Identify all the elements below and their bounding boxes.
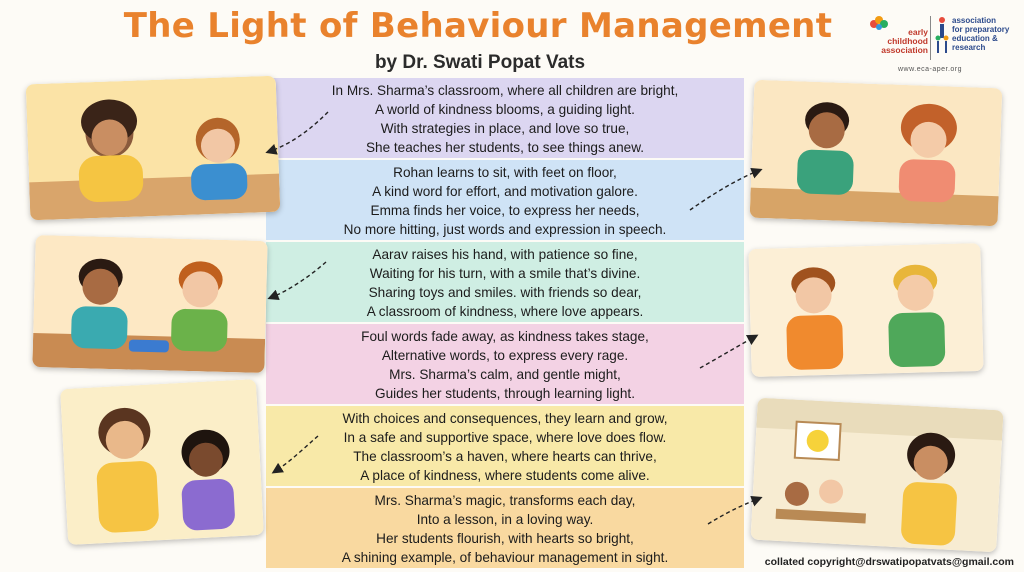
eca-logo-line: association	[881, 45, 928, 55]
stanza-line: No more hitting, just words and expression in speech.	[343, 222, 667, 237]
stanza-line: A kind word for effort, and motivation galore.	[372, 184, 638, 199]
stanza-line: Emma finds her voice, to express her needs,	[370, 203, 640, 218]
stanza-line: A shining example, of behaviour management in sight.	[341, 550, 669, 565]
illustration-boy-and-girl-talking	[750, 80, 1003, 227]
stanza-line: Rohan learns to sit, with feet on floor,	[393, 165, 617, 180]
aper-logo-line: research	[952, 43, 986, 52]
aper-logo	[934, 14, 1020, 60]
stanza-line: Mrs. Sharma’s magic, transforms each day,	[374, 493, 636, 508]
stanza-line: Aarav raises his hand, with patience so fine,	[372, 247, 638, 262]
author-byline: by Dr. Swati Popat Vats	[374, 52, 586, 73]
stanza-line: A classroom of kindness, where love appears.	[366, 304, 644, 319]
stanza-2	[266, 160, 744, 240]
aper-logo-line: association	[952, 16, 997, 25]
aper-logo-line: for preparatory	[952, 25, 1010, 34]
logo-url: www.eca-aper.org	[898, 66, 963, 73]
stanza-line: With choices and consequences, they learn and grow,	[342, 411, 668, 426]
stanza-line: A world of kindness blooms, a guiding light.	[375, 102, 635, 117]
stanza-line: A place of kindness, where students come alive.	[360, 468, 650, 483]
stanza-line: Into a lesson, in a loving way.	[416, 512, 594, 527]
stanza-4	[266, 324, 744, 404]
stanza-3	[266, 242, 744, 322]
illustration-teacher-with-child	[60, 379, 264, 545]
eca-logo-line: early	[908, 27, 928, 37]
stanza-line: Waiting for his turn, with a smile that’s divine.	[369, 266, 641, 281]
stanza-line: In a safe and supportive space, where love does flow.	[343, 430, 667, 445]
eca-logo-line: childhood	[887, 36, 928, 46]
illustration-boys-sharing-toy	[32, 235, 267, 373]
stanza-line: Guides her students, through learning light.	[375, 386, 635, 401]
eca-logo	[862, 14, 928, 58]
illustration-teacher-in-classroom	[750, 398, 1003, 553]
logo-divider	[930, 16, 931, 60]
stanza-line: The classroom’s a haven, where hearts can thrive,	[353, 449, 657, 464]
stanza-line: With strategies in place, and love so true,	[380, 121, 630, 136]
stanza-line: Mrs. Sharma’s calm, and gentle might,	[389, 367, 621, 382]
figures-icon	[934, 16, 950, 56]
illustration-boys-pointing	[748, 243, 983, 377]
logo-group	[862, 14, 1020, 78]
stanza-1	[266, 78, 744, 158]
copyright-footer: collated copyright@drswatipopatvats@gmail.com	[764, 556, 1014, 568]
stanza-6	[266, 488, 744, 568]
aper-logo-line: education &	[952, 34, 998, 43]
stanza-line: Her students flourish, with hearts so bright,	[376, 531, 634, 546]
stanza-line: In Mrs. Sharma’s classroom, where all children are bright,	[331, 83, 679, 98]
illustration-teacher-praising-girl	[26, 76, 281, 221]
stanza-line: Foul words fade away, as kindness takes stage,	[361, 329, 649, 344]
stanza-line: Alternative words, to express every rage.	[381, 348, 629, 363]
stanza-line: She teaches her students, to see things anew.	[365, 140, 645, 155]
stanza-line: Sharing toys and smiles. with friends so dear,	[368, 285, 642, 300]
stanza-5	[266, 406, 744, 486]
page-title: The Light of Behaviour Management	[123, 6, 833, 46]
